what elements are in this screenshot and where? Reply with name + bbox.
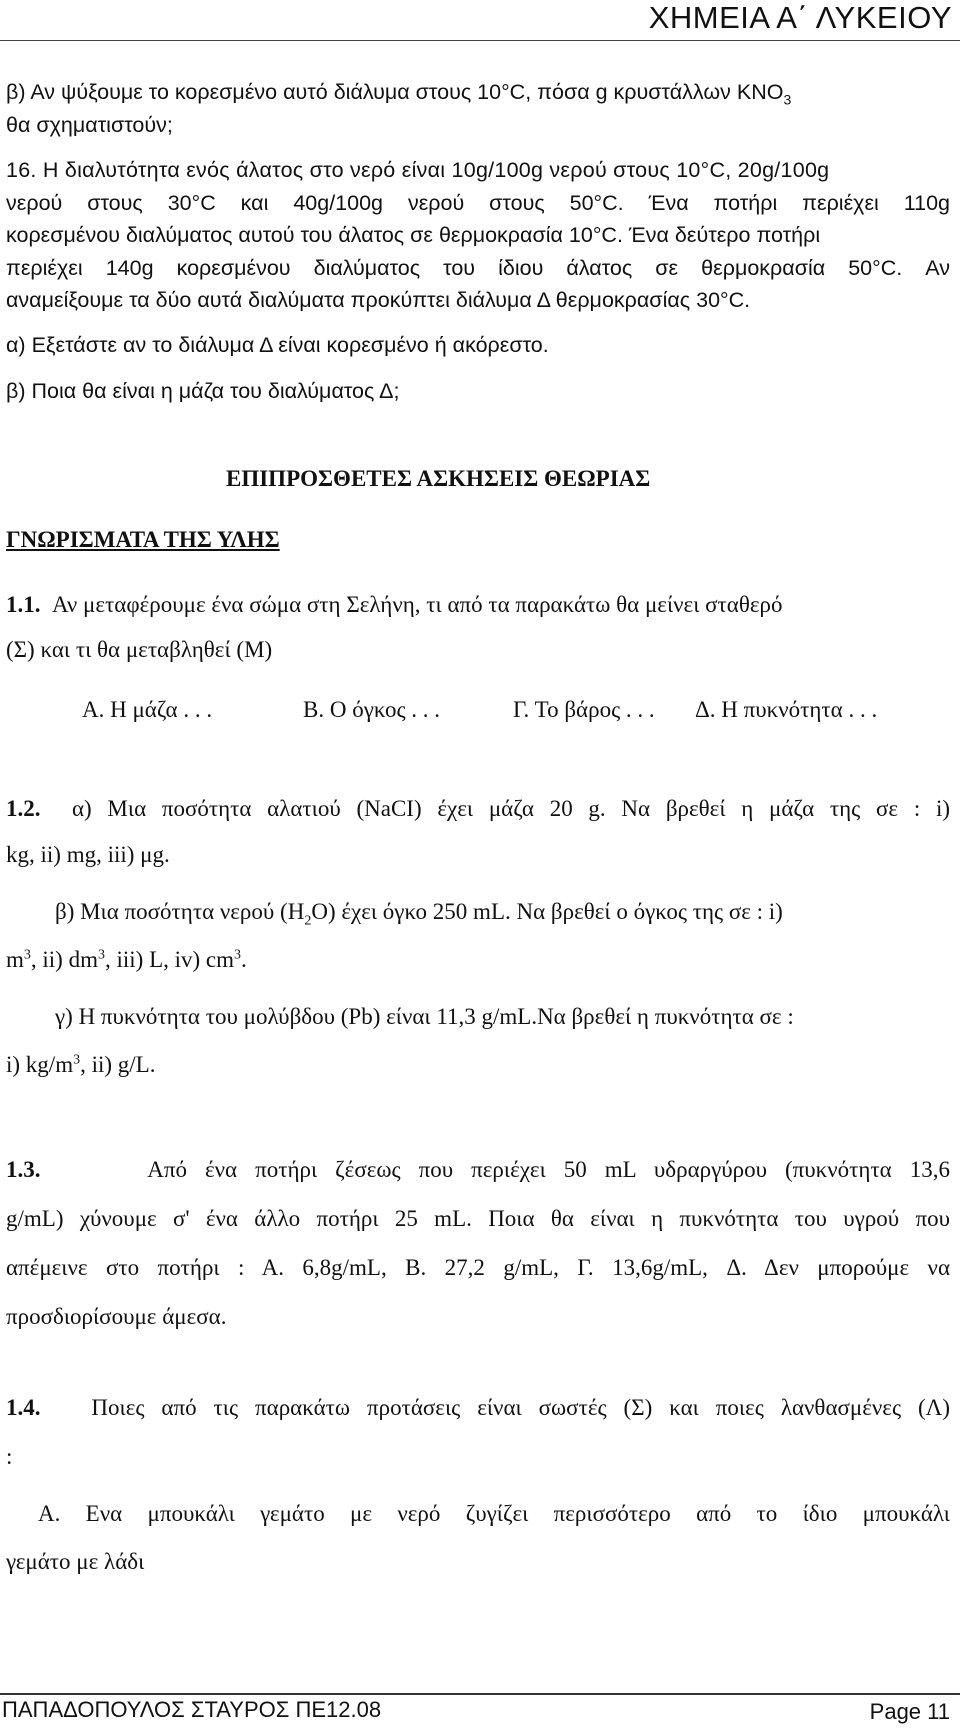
problem-16-line3: κορεσμένου διαλύματος αυτού του άλατος σε θερμοκρασία 10°C. Ένα δεύτερο ποτήρι [6, 223, 821, 247]
problem-15b-text: β) Αν ψύξουμε το κορεσμένο αυτό διάλυμα στους 10°C, πόσα g κρυστάλλων KNO [6, 80, 784, 104]
section-title: ΕΠΙΠΡΟΣΘΕΤΕΣ ΑΣΚΗΣΕΙΣ ΘΕΩΡΙΑΣ [226, 466, 651, 491]
unit-text: , iii) L, iv) cm [104, 947, 235, 972]
superscript: 3 [73, 1052, 81, 1068]
unit-text: , ii) dm [30, 947, 98, 972]
option-d: Δ. Η πυκνότητα . . . [695, 697, 878, 722]
question-number: 1.2. [6, 796, 41, 821]
question-1-2-a-line2: kg, ii) mg, iii) μg. [6, 842, 170, 867]
question-number: 1.1. [6, 592, 41, 617]
question-1-3-line1 [6, 1157, 950, 1183]
problem-16-line1: 16. Η διαλυτότητα ενός άλατος στο νερό είναι 10g/100g νερού στους 10°C, 20g/100g [6, 158, 830, 182]
statement-a-line2: γεμάτο με λάδι [6, 1549, 145, 1574]
question-text: Ποιες από τις παρακάτω προτάσεις είναι σωστές (Σ) και ποιες λανθασμένες (Λ) [91, 1395, 951, 1420]
footer-rule [0, 1693, 960, 1695]
header-title: ΧΗΜΕΙΑ Α΄ ΛΥΚΕΙΟΥ [648, 0, 952, 35]
question-1-2-b-line2 [6, 947, 247, 973]
unit-text: m [6, 947, 24, 972]
question-1-2-c-line2 [6, 1052, 155, 1078]
question-1-3-line2: g/mL) χύνουμε σ' ένα άλλο ποτήρι 25 mL. Ποια θα είναι η πυκνότητα του υγρού που [6, 1206, 950, 1231]
question-number: 1.3. [6, 1157, 41, 1182]
page-number: Page 11 [869, 1699, 950, 1724]
question-text: O) έχει όγκο 250 mL. Να βρεθεί ο όγκος της σε : i) [311, 899, 783, 924]
statement-a-line1: Α. Ενα μπουκάλι γεμάτο με νερό ζυγίζει περισσότερο από το ίδιο μπουκάλι [38, 1501, 950, 1526]
question-1-2-c-line1: γ) Η πυκνότητα του μολύβδου (Pb) είναι 11,3 g/mL.Να βρεθεί η πυκνότητα σε : [55, 1004, 794, 1029]
problem-15b-line1 [6, 80, 791, 107]
question-1-3-line3: απέμεινε στο ποτήρι : Α. 6,8g/mL, Β. 27,2 g/mL, Γ. 13,6g/mL, Δ. Δεν μπορούμε να [6, 1255, 950, 1280]
option-c: Γ. Το βάρος . . . [513, 697, 655, 722]
question-text: Αν μεταφέρουμε ένα σώμα στη Σελήνη, τι από τα παρακάτω θα μείνει σταθερό [52, 592, 783, 617]
option-b: Β. Ο όγκος . . . [303, 697, 441, 722]
unit-text: . [241, 947, 247, 972]
question-1-4-line1 [6, 1395, 950, 1421]
page-header [0, 0, 960, 41]
problem-16-line4: περιέχει 140g κορεσμένου διαλύματος του ίδιου άλατος σε θερμοκρασία 50°C. Αν [6, 256, 950, 280]
problem-16-line5: αναμείξουμε τα δύο αυτά διαλύματα προκύπτει διάλυμα Δ θερμοκρασίας 30°C. [6, 288, 751, 312]
footer-author: ΠΑΠΑΔΟΠΟΥΛΟΣ ΣΤΑΥΡΟΣ ΠΕ12.08 [2, 1697, 382, 1722]
option-a: Α. Η μάζα . . . [82, 697, 213, 722]
subscript: 2 [304, 913, 312, 929]
problem-16-line2: νερού στους 30°C και 40g/100g νερού στους 50°C. Ένα ποτήρι περιέχει 110g [6, 191, 950, 215]
unit-text: i) kg/m [6, 1052, 74, 1077]
problem-16a: α) Εξετάστε αν το διάλυμα Δ είναι κορεσμένο ή ακόρεστο. [6, 333, 549, 357]
problem-16b: β) Ποια θα είναι η μάζα του διαλύματος Δ; [6, 379, 400, 403]
subsection-title: ΓΝΩΡΙΣΜΑΤΑ ΤΗΣ ΥΛΗΣ [6, 527, 280, 552]
question-1-1-line1 [6, 592, 783, 618]
question-1-1-line2: (Σ) και τι θα μεταβληθεί (Μ) [6, 637, 273, 662]
question-text: Από ένα ποτήρι ζέσεως που περιέχει 50 mL υδραργύρου (πυκνότητα 13,6 [147, 1157, 950, 1182]
question-text: β) Μια ποσότητα νερού (H [55, 899, 305, 924]
problem-15b-line2: θα σχηματιστούν; [6, 113, 173, 137]
subscript: 3 [783, 91, 792, 108]
question-number: 1.4. [6, 1395, 41, 1420]
superscript: 3 [97, 947, 105, 963]
question-1-2-b-line1 [55, 899, 783, 930]
question-1-4-line2: : [6, 1444, 13, 1469]
superscript: 3 [234, 947, 242, 963]
question-1-3-line4: προσδιορίσουμε άμεσα. [6, 1304, 227, 1329]
superscript: 3 [23, 947, 31, 963]
question-1-2-a-line1 [6, 796, 950, 822]
unit-text: , ii) g/L. [80, 1052, 156, 1077]
question-text: α) Μια ποσότητα αλατιού (NaCI) έχει μάζα 20 g. Να βρεθεί η μάζα της σε : i) [71, 796, 951, 821]
